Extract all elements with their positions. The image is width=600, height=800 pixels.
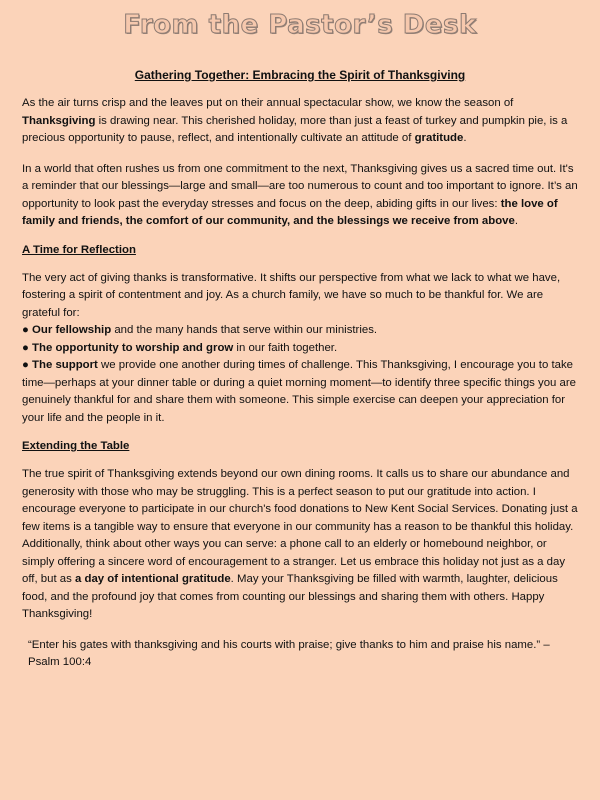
list-item-bold: ● The support: [22, 359, 98, 371]
list-item-bold: ● The opportunity to worship and grow: [22, 341, 234, 354]
table-paragraph: [22, 466, 578, 624]
intro-text-c: is drawing near. This cherished holiday, more than just a feast of turkey and pumpkin pie, is a precious opportunity to pause, reflect, and intentionally cultivate an attitude of: [22, 114, 568, 144]
list-item-text: in our faith together.: [233, 341, 338, 354]
section-heading-reflection: A Time for Reflection: [22, 243, 136, 256]
list-item: [22, 340, 578, 358]
list-item-text: we provide one another during times of challenge. This Thanksgiving, I encourage you to take time—perhaps at your dinner table or during a quiet morning moment—to identify three specific things you are genuinely thankful for and share them with someone. This simple exercise can deepen your appreciation for your life and the people in it.: [22, 359, 577, 424]
reflection-section: [22, 270, 578, 428]
intro-paragraph: [22, 95, 578, 148]
intro-bold-thanksgiving: Thanksgiving: [22, 114, 96, 127]
table-text-c: . May your Thanksgiving be filled with warmth, laughter, delicious food, and the profound joy that comes from counting our blessings and sharing them with others. Happy Thanksgiving!: [22, 573, 558, 620]
scripture-quote: “Enter his gates with thanksgiving and his courts with praise; give thanks to him and praise his name.” – Psalm 100:4: [28, 638, 550, 668]
list-item: [22, 322, 578, 340]
intro-text-d: .: [463, 132, 467, 144]
table-bold: a day of intentional gratitude: [74, 573, 231, 585]
article-title: Gathering Together: Embracing the Spirit of Thanksgiving: [134, 68, 466, 82]
page-title: From the Pastor’s Desk: [123, 10, 477, 40]
table-text-a: The true spirit of Thanksgiving extends beyond our own dining rooms. It calls us to share our abundance and generosity with those who may be struggling. This is a perfect season to put our gratitude into action. I encourage everyone to participate in our church's food donations to New Kent Social Services. Donating just a few items is a tangible way to ensure that everyone in our community has a reason to be thankful this holiday. Additionally, think about other ways you can serve: a phone call to an elderly or homebound neighbor, or simply offering a sincere word of encouragement to a stranger. Let us embrace this holiday not just as a day off, but as: [22, 468, 578, 585]
list-item-bold: ● Our fellowship: [22, 324, 112, 336]
intro-text-a: As the air turns crisp and the leaves put on their annual spectacular show, we know the season of: [22, 97, 514, 109]
blessings-text-c: .: [514, 215, 519, 227]
blessings-bold: the love of family and friends, the comfort of our community, and the blessings we receive from above: [22, 197, 558, 227]
blessings-text-a: In a world that often rushes us from one commitment to the next, Thanksgiving gives us a sacred time out. It's a reminder that our blessings—large and small—are too numerous to count and too important to ignore. It’s an opportunity to look past the everyday stresses and focus on the deep, abiding gifts in our lives:: [22, 162, 578, 210]
list-item: [22, 357, 578, 427]
section-heading-table: Extending the Table: [22, 440, 130, 452]
intro-bold-gratitude: gratitude: [414, 132, 464, 144]
list-item-text: and the many hands that serve within our ministries.: [111, 324, 378, 336]
reflection-intro: The very act of giving thanks is transformative. It shifts our perspective from what we lack to what we have, fostering a spirit of contentment and joy. As a church family, we have so much to be thankful for. We are grateful for:: [22, 271, 561, 319]
blessings-paragraph: [22, 161, 578, 231]
